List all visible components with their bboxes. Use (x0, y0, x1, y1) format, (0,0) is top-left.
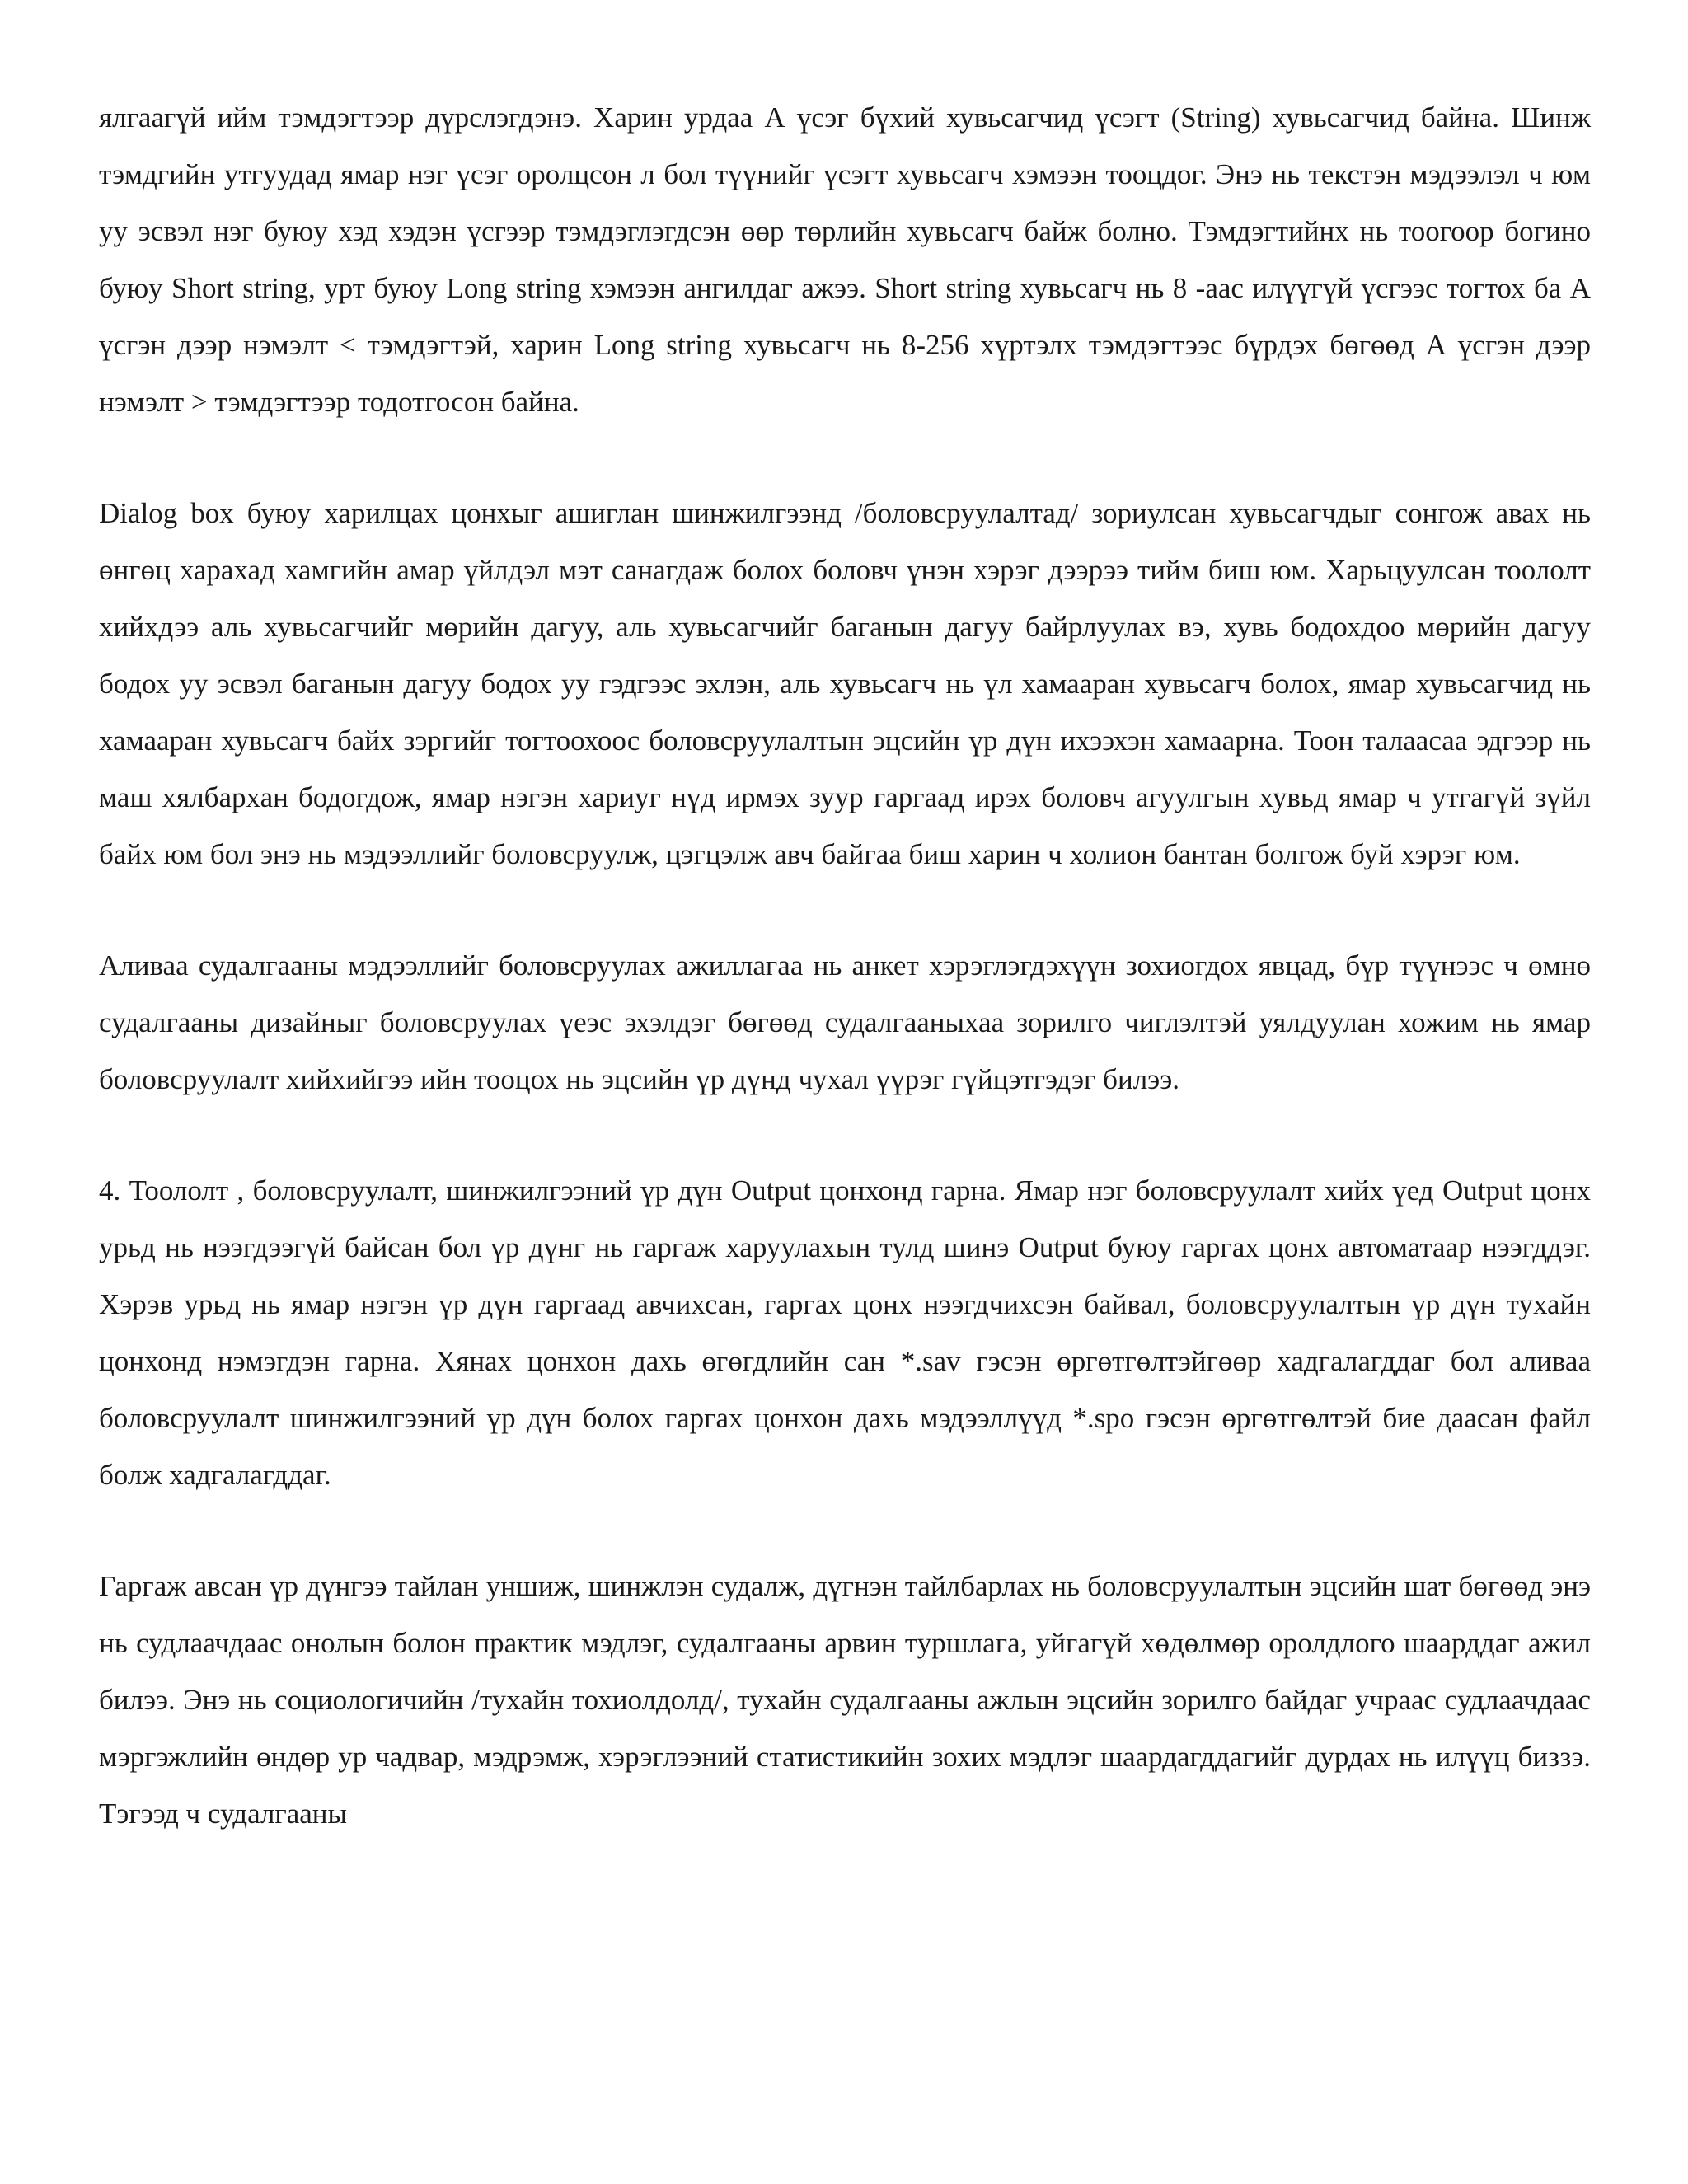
paragraph-data-processing: Аливаа судалгааны мэдээллийг боловсруулах ажиллагаа нь анкет хэрэглэгдэхүүн зохиогдох явцад, бүр түүнээс ч өмнө судалгааны дизайныг боловсруулах үеэс эхэлдэг бөгөөд судалгааныхаа зорилго чиглэлтэй уялдуулан хожим нь ямар боловсруулалт хийхийгээ ийн тооцох нь эцсийн үр дүнд чухал үүрэг гүйцэтгэдэг билээ. (99, 949, 1591, 1095)
paragraph-output-window: 4. Тоололт , боловсруулалт, шинжилгээний үр дүн Output цонхонд гарна. Ямар нэг боловсруулалт хийх үед Output цонх урьд нь нээгдээгүй байсан бол үр дүнг нь гаргаж харуулахын тулд шинэ Output буюу гаргах цонх автоматаар нээгддэг. Хэрэв урьд нь ямар нэгэн үр дүн гаргаад авчихсан, гаргах цонх нээгдчихсэн байвал, боловсруулалтын үр дүн тухайн цонхонд нэмэгдэн гарна. Хянах цонхон дахь өгөгдлийн сан *.sav гэсэн өргөтгөлтэйгөөр хадгалагддаг бол аливаа боловсруулалт шинжилгээний үр дүн болох гаргах цонхон дахь мэдээллүүд *.spo гэсэн өргөтгөлтэй бие даасан файл болж хадгалагддаг. (99, 1174, 1591, 1491)
paragraph-string-variables: ялгаагүй ийм тэмдэгтээр дүрслэгдэнэ. Харин урдаа А үсэг бүхий хувьсагчид үсэгт (String) хувьсагчид байна. Шинж тэмдгийн утгуудад ямар нэг үсэг оролцсон л бол түүнийг үсэгт хувьсагч хэмээн тооцдог. Энэ нь текстэн мэдээлэл ч юм уу эсвэл нэг буюу хэд хэдэн үсгээр тэмдэглэгдсэн өөр төрлийн хувьсагч байж болно. Тэмдэгтийнх нь тоогоор богино буюу Short string, урт буюу Long string хэмээн ангилдаг ажээ. Short string хувьсагч нь 8 -аас илүүгүй үсгээс тогтох ба А үсгэн дээр нэмэлт < тэмдэгтэй, харин Long string хувьсагч нь 8-256 хүртэлх тэмдэгтээс бүрдэх бөгөөд А үсгэн дээр нэмэлт > тэмдэгтээр тодотгосон байна. (99, 101, 1591, 418)
paragraph-dialog-box: Dialog box буюу харилцах цонхыг ашиглан шинжилгээнд /боловсруулалтад/ зориулсан хувьсагчдыг сонгож авах нь өнгөц харахад хамгийн амар үйлдэл мэт санагдаж болох боловч үнэн хэрэг дээрээ тийм биш юм. Харьцуулсан тоололт хийхдээ аль хувьсагчийг мөрийн дагуу, аль хувьсагчийг баганын дагуу байрлуулах вэ, хувь бодохдоо мөрийн дагуу бодох уу эсвэл баганын дагуу бодох уу гэдгээс эхлэн, аль хувьсагч нь үл хамааран хувьсагч болох, ямар хувьсагчид нь хамааран хувьсагч байх зэргийг тогтоохоос боловсруулалтын эцсийн үр дүн ихээхэн хамаарна. Тоон талаасаа эдгээр нь маш хялбархан бодогдож, ямар нэгэн хариуг нүд ирмэх зуур гаргаад ирэх боловч агуулгын хувьд ямар ч утгагүй зүйл байх юм бол энэ нь мэдээллийг боловсруулж, цэгцэлж авч байгаа биш харин ч холион бантан болгож буй хэрэг юм. (99, 497, 1591, 870)
document-page (99, 89, 1591, 1896)
paragraph-report-interpretation: Гаргаж авсан үр дүнгээ тайлан уншиж, шинжлэн судалж, дүгнэн тайлбарлах нь боловсруулалтын эцсийн шат бөгөөд энэ нь судлаачдаас онолын болон практик мэдлэг, судалгааны арвин туршлага, уйгагүй хөдөлмөр оролдлого шаарддаг ажил билээ. Энэ нь социологичийн /тухайн тохиолдолд/, тухайн судалгааны ажлын эцсийн зорилго байдаг учраас судлаачдаас мэргэжлийн өндөр ур чадвар, мэдрэмж, хэрэглээний статистикийн зохих мэдлэг шаардагддагийг дурдах нь илүүц биззэ. Тэгээд ч судалгааны (99, 1570, 1591, 1830)
